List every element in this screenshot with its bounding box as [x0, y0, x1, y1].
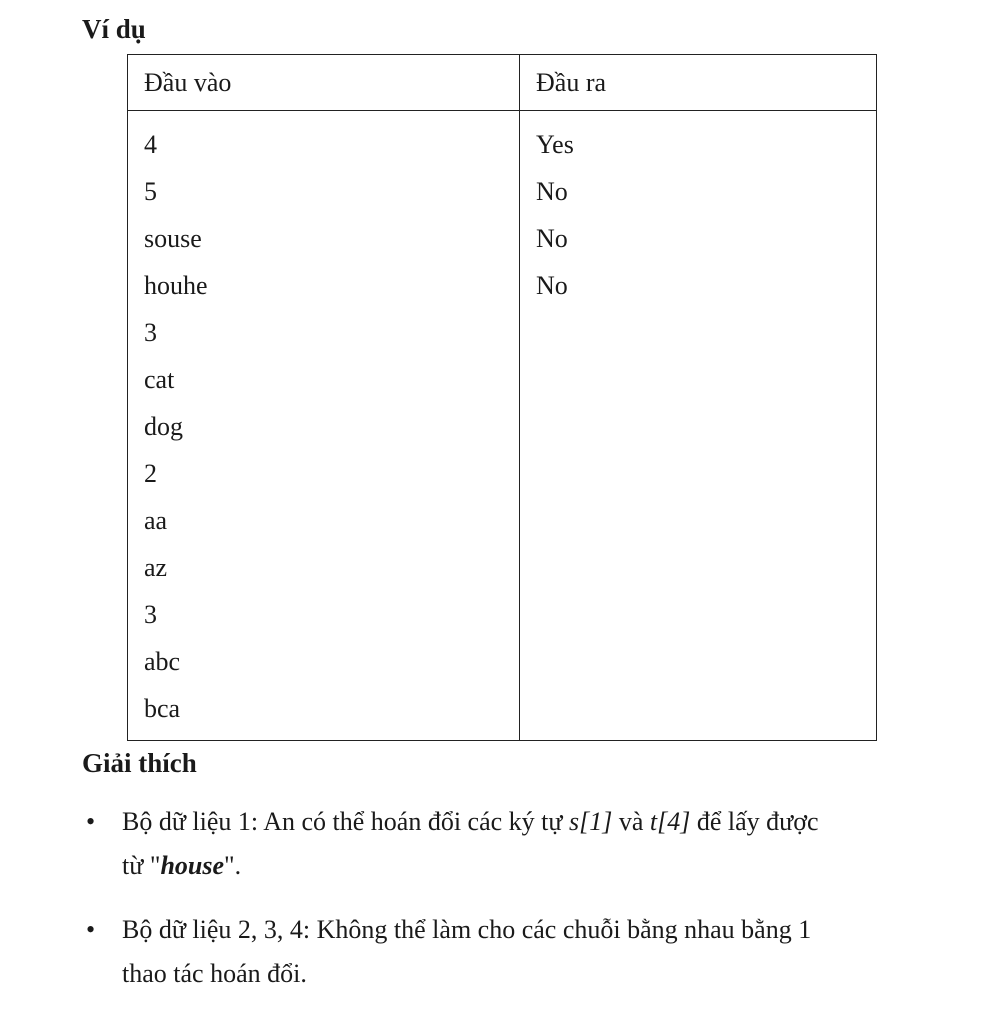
note-word: house: [160, 851, 225, 880]
input-cell: [128, 111, 520, 741]
input-column-header: Đầu vào: [128, 55, 520, 111]
bullet-icon: •: [86, 915, 96, 944]
note-line: Bộ dữ liệu 2, 3, 4: Không thể làm cho các chuỗi bằng nhau bằng 1: [122, 915, 812, 944]
input-line: abc: [144, 647, 181, 676]
input-line: souse: [144, 224, 202, 253]
input-line: cat: [144, 365, 175, 394]
note-line: [122, 844, 997, 888]
note-text: từ ": [122, 851, 161, 880]
input-line: 3: [144, 318, 157, 347]
table-row: [128, 111, 877, 741]
input-line: 2: [144, 459, 157, 488]
input-line: 5: [144, 177, 157, 206]
output-cell: [520, 111, 877, 741]
note-variable: s[1]: [569, 807, 613, 836]
input-line: 4: [144, 130, 157, 159]
table-header-row: [128, 55, 877, 111]
note-line: thao tác hoán đổi.: [122, 959, 307, 988]
output-line: No: [536, 224, 568, 253]
output-line: Yes: [536, 130, 574, 159]
explanation-list: [82, 800, 997, 1016]
note-text: và: [612, 807, 650, 836]
note-line: [122, 800, 997, 844]
note-variable: t[4]: [649, 807, 691, 836]
input-line: 3: [144, 600, 157, 629]
list-item: [82, 800, 997, 888]
note-text: Bộ dữ liệu 1: An có thể hoán đổi các ký tự: [122, 807, 569, 836]
explanation-heading: Giải thích: [82, 748, 197, 778]
input-line: dog: [144, 412, 183, 441]
output-line: No: [536, 271, 568, 300]
input-line: houhe: [144, 271, 208, 300]
note-text: để lấy được: [690, 807, 819, 836]
input-line: bca: [144, 694, 181, 723]
input-line: aa: [144, 506, 168, 535]
output-column-header: Đầu ra: [520, 55, 877, 111]
example-table: [127, 54, 877, 741]
example-heading: Ví dụ: [82, 14, 146, 44]
list-item: [82, 908, 997, 996]
note-text: ".: [224, 851, 242, 880]
input-line: az: [144, 553, 168, 582]
output-line: No: [536, 177, 568, 206]
bullet-icon: •: [86, 807, 96, 836]
